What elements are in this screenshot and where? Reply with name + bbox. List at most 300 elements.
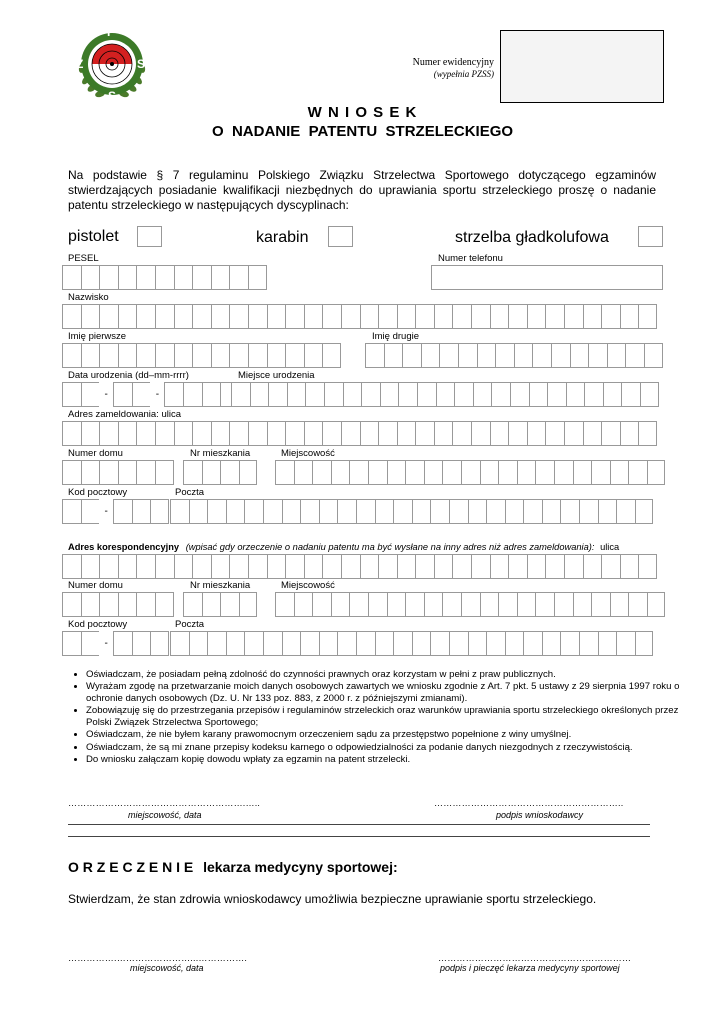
house-no-input[interactable] xyxy=(62,460,174,485)
char-box[interactable] xyxy=(412,499,431,524)
char-box[interactable] xyxy=(490,554,509,579)
char-box[interactable] xyxy=(319,631,338,656)
char-box[interactable] xyxy=(554,592,573,617)
char-box[interactable] xyxy=(331,460,350,485)
char-box[interactable] xyxy=(202,592,221,617)
char-box[interactable] xyxy=(480,460,499,485)
char-box[interactable] xyxy=(62,499,81,524)
char-box[interactable] xyxy=(183,382,202,407)
locality-input[interactable] xyxy=(275,460,665,485)
char-box[interactable] xyxy=(421,343,440,368)
first-name-input[interactable] xyxy=(62,343,341,368)
char-box[interactable] xyxy=(267,304,286,329)
char-box[interactable] xyxy=(368,592,387,617)
char-box[interactable] xyxy=(361,382,380,407)
char-box[interactable] xyxy=(189,499,208,524)
char-box[interactable] xyxy=(424,592,443,617)
char-box[interactable] xyxy=(508,421,527,446)
char-box[interactable] xyxy=(635,499,654,524)
char-box[interactable] xyxy=(150,499,169,524)
char-box[interactable] xyxy=(81,592,100,617)
char-box[interactable] xyxy=(183,592,202,617)
char-box[interactable] xyxy=(471,304,490,329)
char-box[interactable] xyxy=(384,343,403,368)
char-box[interactable] xyxy=(300,631,319,656)
char-box[interactable] xyxy=(305,382,324,407)
char-box[interactable] xyxy=(573,460,592,485)
char-box[interactable] xyxy=(248,421,267,446)
char-box[interactable] xyxy=(545,554,564,579)
char-box[interactable] xyxy=(442,460,461,485)
corr-locality-input[interactable] xyxy=(275,592,665,617)
char-box[interactable] xyxy=(170,631,189,656)
char-box[interactable] xyxy=(229,265,248,290)
char-box[interactable] xyxy=(640,382,659,407)
char-box[interactable] xyxy=(267,343,286,368)
char-box[interactable] xyxy=(532,343,551,368)
char-box[interactable] xyxy=(434,554,453,579)
char-box[interactable] xyxy=(304,304,323,329)
char-box[interactable] xyxy=(62,554,81,579)
char-box[interactable] xyxy=(498,460,517,485)
char-box[interactable] xyxy=(294,460,313,485)
char-box[interactable] xyxy=(282,631,301,656)
char-box[interactable] xyxy=(628,460,647,485)
char-box[interactable] xyxy=(331,592,350,617)
char-box[interactable] xyxy=(523,631,542,656)
char-box[interactable] xyxy=(356,631,375,656)
char-box[interactable] xyxy=(415,421,434,446)
char-box[interactable] xyxy=(136,554,155,579)
corr-house-no-input[interactable] xyxy=(62,592,174,617)
char-box[interactable] xyxy=(304,421,323,446)
char-box[interactable] xyxy=(132,499,151,524)
char-box[interactable] xyxy=(319,499,338,524)
reg-street-input[interactable] xyxy=(62,421,657,446)
char-box[interactable] xyxy=(495,343,514,368)
birth-place-input[interactable] xyxy=(231,382,659,407)
char-box[interactable] xyxy=(378,304,397,329)
char-box[interactable] xyxy=(118,343,137,368)
char-box[interactable] xyxy=(505,631,524,656)
char-box[interactable] xyxy=(132,382,151,407)
char-box[interactable] xyxy=(81,343,100,368)
char-box[interactable] xyxy=(189,631,208,656)
char-box[interactable] xyxy=(412,631,431,656)
discipline-shotgun-checkbox[interactable] xyxy=(638,226,663,247)
char-box[interactable] xyxy=(523,499,542,524)
char-box[interactable] xyxy=(635,631,654,656)
char-box[interactable] xyxy=(393,631,412,656)
char-box[interactable] xyxy=(300,499,319,524)
char-box[interactable] xyxy=(263,631,282,656)
char-box[interactable] xyxy=(638,304,657,329)
char-box[interactable] xyxy=(620,304,639,329)
char-box[interactable] xyxy=(174,421,193,446)
phone-input[interactable] xyxy=(431,265,663,290)
char-box[interactable] xyxy=(118,304,137,329)
char-box[interactable] xyxy=(644,343,663,368)
char-box[interactable] xyxy=(603,382,622,407)
char-box[interactable] xyxy=(62,421,81,446)
char-box[interactable] xyxy=(263,499,282,524)
char-box[interactable] xyxy=(598,631,617,656)
char-box[interactable] xyxy=(601,421,620,446)
char-box[interactable] xyxy=(508,554,527,579)
char-box[interactable] xyxy=(62,460,81,485)
birth-date-input[interactable] xyxy=(62,382,239,407)
char-box[interactable] xyxy=(375,631,394,656)
char-box[interactable] xyxy=(99,421,118,446)
char-box[interactable] xyxy=(454,382,473,407)
char-box[interactable] xyxy=(402,343,421,368)
char-box[interactable] xyxy=(267,554,286,579)
char-box[interactable] xyxy=(579,499,598,524)
char-box[interactable] xyxy=(380,382,399,407)
char-box[interactable] xyxy=(430,631,449,656)
char-box[interactable] xyxy=(155,265,174,290)
char-box[interactable] xyxy=(99,304,118,329)
char-box[interactable] xyxy=(202,382,221,407)
char-box[interactable] xyxy=(436,382,455,407)
char-box[interactable] xyxy=(192,343,211,368)
char-box[interactable] xyxy=(486,631,505,656)
char-box[interactable] xyxy=(155,304,174,329)
char-box[interactable] xyxy=(118,265,137,290)
corr-street-input[interactable] xyxy=(62,554,657,579)
char-box[interactable] xyxy=(452,304,471,329)
char-box[interactable] xyxy=(150,631,169,656)
char-box[interactable] xyxy=(579,631,598,656)
char-box[interactable] xyxy=(486,499,505,524)
char-box[interactable] xyxy=(81,554,100,579)
char-box[interactable] xyxy=(616,499,635,524)
char-box[interactable] xyxy=(304,554,323,579)
char-box[interactable] xyxy=(341,421,360,446)
char-box[interactable] xyxy=(239,592,258,617)
char-box[interactable] xyxy=(405,460,424,485)
char-box[interactable] xyxy=(564,421,583,446)
char-box[interactable] xyxy=(322,304,341,329)
char-box[interactable] xyxy=(81,382,100,407)
char-box[interactable] xyxy=(491,382,510,407)
char-box[interactable] xyxy=(285,421,304,446)
char-box[interactable] xyxy=(527,304,546,329)
char-box[interactable] xyxy=(517,460,536,485)
char-box[interactable] xyxy=(183,460,202,485)
surname-input[interactable] xyxy=(62,304,657,329)
char-box[interactable] xyxy=(62,592,81,617)
char-box[interactable] xyxy=(170,499,189,524)
char-box[interactable] xyxy=(174,265,193,290)
char-box[interactable] xyxy=(118,421,137,446)
char-box[interactable] xyxy=(267,421,286,446)
char-box[interactable] xyxy=(62,382,81,407)
char-box[interactable] xyxy=(322,343,341,368)
char-box[interactable] xyxy=(620,554,639,579)
char-box[interactable] xyxy=(360,554,379,579)
char-box[interactable] xyxy=(337,499,356,524)
char-box[interactable] xyxy=(81,304,100,329)
char-box[interactable] xyxy=(430,499,449,524)
char-box[interactable] xyxy=(136,343,155,368)
char-box[interactable] xyxy=(477,343,496,368)
char-box[interactable] xyxy=(155,554,174,579)
char-box[interactable] xyxy=(452,554,471,579)
char-box[interactable] xyxy=(397,421,416,446)
char-box[interactable] xyxy=(136,421,155,446)
second-name-input[interactable] xyxy=(365,343,663,368)
char-box[interactable] xyxy=(136,460,155,485)
char-box[interactable] xyxy=(620,421,639,446)
char-box[interactable] xyxy=(155,421,174,446)
char-box[interactable] xyxy=(610,460,629,485)
char-box[interactable] xyxy=(248,554,267,579)
char-box[interactable] xyxy=(510,382,529,407)
char-box[interactable] xyxy=(62,343,81,368)
char-box[interactable] xyxy=(226,631,245,656)
char-box[interactable] xyxy=(616,631,635,656)
char-box[interactable] xyxy=(132,631,151,656)
char-box[interactable] xyxy=(136,592,155,617)
char-box[interactable] xyxy=(545,421,564,446)
char-box[interactable] xyxy=(375,499,394,524)
corr-post-office-input[interactable] xyxy=(170,631,653,656)
char-box[interactable] xyxy=(207,631,226,656)
char-box[interactable] xyxy=(155,460,174,485)
char-box[interactable] xyxy=(229,554,248,579)
char-box[interactable] xyxy=(287,382,306,407)
char-box[interactable] xyxy=(312,592,331,617)
char-box[interactable] xyxy=(527,421,546,446)
char-box[interactable] xyxy=(62,265,81,290)
char-box[interactable] xyxy=(621,382,640,407)
char-box[interactable] xyxy=(113,499,132,524)
char-box[interactable] xyxy=(490,304,509,329)
char-box[interactable] xyxy=(508,304,527,329)
char-box[interactable] xyxy=(81,265,100,290)
char-box[interactable] xyxy=(434,304,453,329)
char-box[interactable] xyxy=(118,460,137,485)
char-box[interactable] xyxy=(424,460,443,485)
char-box[interactable] xyxy=(324,382,343,407)
char-box[interactable] xyxy=(275,592,294,617)
char-box[interactable] xyxy=(598,499,617,524)
char-box[interactable] xyxy=(341,554,360,579)
char-box[interactable] xyxy=(498,592,517,617)
char-box[interactable] xyxy=(211,554,230,579)
char-box[interactable] xyxy=(239,460,258,485)
char-box[interactable] xyxy=(99,460,118,485)
char-box[interactable] xyxy=(229,421,248,446)
char-box[interactable] xyxy=(397,554,416,579)
char-box[interactable] xyxy=(573,592,592,617)
char-box[interactable] xyxy=(461,592,480,617)
char-box[interactable] xyxy=(356,499,375,524)
char-box[interactable] xyxy=(405,592,424,617)
char-box[interactable] xyxy=(527,554,546,579)
char-box[interactable] xyxy=(449,499,468,524)
char-box[interactable] xyxy=(62,631,81,656)
char-box[interactable] xyxy=(211,304,230,329)
char-box[interactable] xyxy=(560,631,579,656)
char-box[interactable] xyxy=(248,304,267,329)
char-box[interactable] xyxy=(349,592,368,617)
char-box[interactable] xyxy=(99,343,118,368)
char-box[interactable] xyxy=(471,421,490,446)
char-box[interactable] xyxy=(155,343,174,368)
char-box[interactable] xyxy=(118,592,137,617)
char-box[interactable] xyxy=(473,382,492,407)
char-box[interactable] xyxy=(113,631,132,656)
char-box[interactable] xyxy=(174,554,193,579)
char-box[interactable] xyxy=(136,304,155,329)
char-box[interactable] xyxy=(583,554,602,579)
char-box[interactable] xyxy=(378,421,397,446)
char-box[interactable] xyxy=(248,343,267,368)
char-box[interactable] xyxy=(545,304,564,329)
char-box[interactable] xyxy=(62,304,81,329)
char-box[interactable] xyxy=(387,460,406,485)
char-box[interactable] xyxy=(490,421,509,446)
char-box[interactable] xyxy=(275,460,294,485)
char-box[interactable] xyxy=(207,499,226,524)
char-box[interactable] xyxy=(415,554,434,579)
char-box[interactable] xyxy=(584,382,603,407)
char-box[interactable] xyxy=(244,631,263,656)
char-box[interactable] xyxy=(542,499,561,524)
char-box[interactable] xyxy=(322,421,341,446)
char-box[interactable] xyxy=(393,499,412,524)
char-box[interactable] xyxy=(439,343,458,368)
char-box[interactable] xyxy=(285,343,304,368)
char-box[interactable] xyxy=(285,554,304,579)
corr-flat-no-input[interactable] xyxy=(183,592,257,617)
char-box[interactable] xyxy=(304,343,323,368)
char-box[interactable] xyxy=(341,304,360,329)
char-box[interactable] xyxy=(434,421,453,446)
char-box[interactable] xyxy=(458,343,477,368)
char-box[interactable] xyxy=(99,554,118,579)
char-box[interactable] xyxy=(368,460,387,485)
char-box[interactable] xyxy=(192,265,211,290)
char-box[interactable] xyxy=(229,304,248,329)
postal-code-input[interactable] xyxy=(62,499,169,524)
char-box[interactable] xyxy=(505,499,524,524)
char-box[interactable] xyxy=(248,265,267,290)
char-box[interactable] xyxy=(601,554,620,579)
char-box[interactable] xyxy=(202,460,221,485)
char-box[interactable] xyxy=(250,382,269,407)
char-box[interactable] xyxy=(625,343,644,368)
char-box[interactable] xyxy=(99,592,118,617)
char-box[interactable] xyxy=(471,554,490,579)
char-box[interactable] xyxy=(554,460,573,485)
char-box[interactable] xyxy=(220,460,239,485)
char-box[interactable] xyxy=(136,265,155,290)
char-box[interactable] xyxy=(81,421,100,446)
corr-postal-code-input[interactable] xyxy=(62,631,169,656)
char-box[interactable] xyxy=(211,265,230,290)
char-box[interactable] xyxy=(155,592,174,617)
char-box[interactable] xyxy=(638,421,657,446)
char-box[interactable] xyxy=(535,592,554,617)
char-box[interactable] xyxy=(81,499,100,524)
post-office-input[interactable] xyxy=(170,499,653,524)
char-box[interactable] xyxy=(378,554,397,579)
char-box[interactable] xyxy=(415,304,434,329)
char-box[interactable] xyxy=(551,343,570,368)
char-box[interactable] xyxy=(591,592,610,617)
char-box[interactable] xyxy=(81,631,100,656)
char-box[interactable] xyxy=(365,343,384,368)
char-box[interactable] xyxy=(647,460,666,485)
char-box[interactable] xyxy=(449,631,468,656)
char-box[interactable] xyxy=(560,499,579,524)
char-box[interactable] xyxy=(244,499,263,524)
char-box[interactable] xyxy=(601,304,620,329)
flat-no-input[interactable] xyxy=(183,460,257,485)
char-box[interactable] xyxy=(360,421,379,446)
char-box[interactable] xyxy=(583,421,602,446)
char-box[interactable] xyxy=(398,382,417,407)
char-box[interactable] xyxy=(610,592,629,617)
char-box[interactable] xyxy=(417,382,436,407)
char-box[interactable] xyxy=(343,382,362,407)
char-box[interactable] xyxy=(322,554,341,579)
char-box[interactable] xyxy=(647,592,666,617)
char-box[interactable] xyxy=(211,343,230,368)
char-box[interactable] xyxy=(480,592,499,617)
char-box[interactable] xyxy=(360,304,379,329)
char-box[interactable] xyxy=(349,460,368,485)
char-box[interactable] xyxy=(229,343,248,368)
char-box[interactable] xyxy=(268,382,287,407)
char-box[interactable] xyxy=(638,554,657,579)
char-box[interactable] xyxy=(192,304,211,329)
char-box[interactable] xyxy=(164,382,183,407)
char-box[interactable] xyxy=(337,631,356,656)
char-box[interactable] xyxy=(285,304,304,329)
char-box[interactable] xyxy=(397,304,416,329)
char-box[interactable] xyxy=(282,499,301,524)
char-box[interactable] xyxy=(226,499,245,524)
char-box[interactable] xyxy=(118,554,137,579)
char-box[interactable] xyxy=(566,382,585,407)
char-box[interactable] xyxy=(81,460,100,485)
char-box[interactable] xyxy=(452,421,471,446)
char-box[interactable] xyxy=(442,592,461,617)
char-box[interactable] xyxy=(570,343,589,368)
char-box[interactable] xyxy=(220,592,239,617)
char-box[interactable] xyxy=(628,592,647,617)
char-box[interactable] xyxy=(312,460,331,485)
char-box[interactable] xyxy=(174,304,193,329)
char-box[interactable] xyxy=(174,343,193,368)
char-box[interactable] xyxy=(529,382,548,407)
char-box[interactable] xyxy=(113,382,132,407)
char-box[interactable] xyxy=(564,554,583,579)
char-box[interactable] xyxy=(542,631,561,656)
char-box[interactable] xyxy=(583,304,602,329)
char-box[interactable] xyxy=(564,304,583,329)
char-box[interactable] xyxy=(517,592,536,617)
char-box[interactable] xyxy=(588,343,607,368)
char-box[interactable] xyxy=(591,460,610,485)
char-box[interactable] xyxy=(387,592,406,617)
char-box[interactable] xyxy=(294,592,313,617)
pesel-input[interactable] xyxy=(62,265,267,290)
